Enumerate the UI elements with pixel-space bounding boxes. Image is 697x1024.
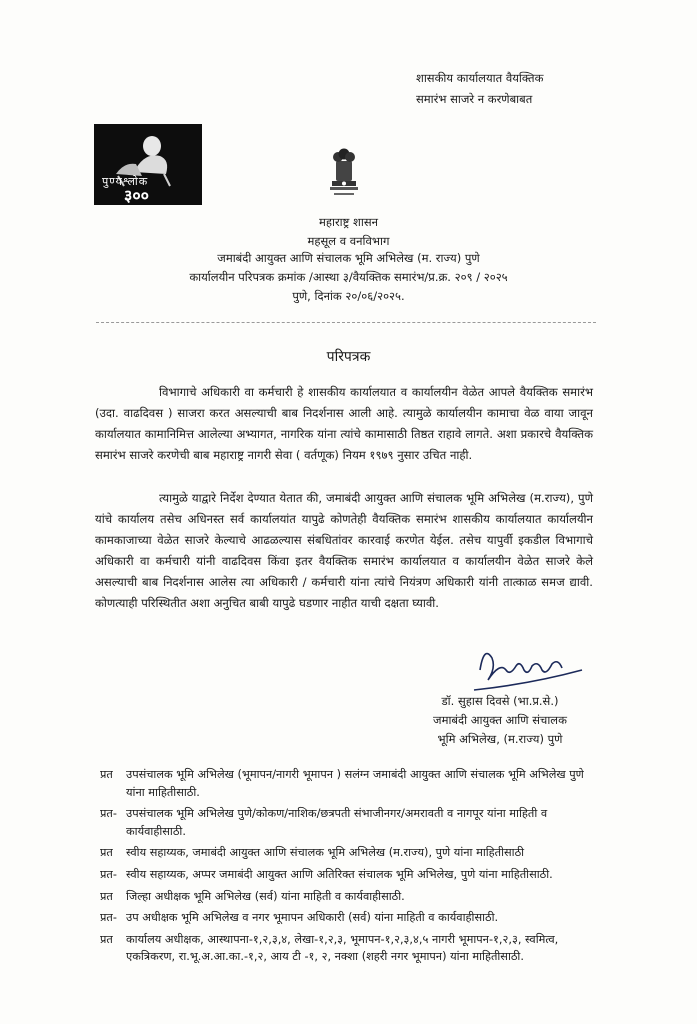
- copy-prefix: प्रत: [100, 768, 113, 781]
- copy-distribution-list: [100, 766, 600, 970]
- separator-line: [96, 322, 596, 323]
- copy-text: उपसंचालक भूमि अभिलेख (भूमापन/नागरी भूमापन ) सलंग्न जमाबंदी आयुक्त आणि संचालक भूमि अभिलेख पुणे यांना माहितीसाठी.: [126, 768, 584, 799]
- signatory-name: डॉ. सुहास दिवसे (भा.प्र.से.): [441, 694, 559, 708]
- copy-text: स्वीय सहाय्यक, अप्पर जमाबंदी आयुक्त आणि अतिरिक्त संचालक भूमि अभिलेख, पुणे यांना माहितीसाठी.: [126, 867, 553, 881]
- subject-line-2: समारंभ साजरे न करणेबाबत: [416, 92, 533, 106]
- signatory-block: [420, 692, 580, 749]
- header-department: महसूल व वनविभाग: [307, 234, 390, 248]
- copy-text: स्वीय सहाय्यक, जमाबंदी आयुक्त आणि संचालक भूमि अभिलेख (म.राज्य), पुणे यांना माहितीसाठी: [126, 846, 525, 860]
- logo-number: ३००: [124, 186, 149, 205]
- signatory-designation-1: जमाबंदी आयुक्त आणि संचालक: [433, 713, 567, 727]
- copy-prefix: प्रत-: [100, 867, 117, 881]
- copy-text: जिल्हा अधीक्षक भूमि अभिलेख (सर्व) यांना माहिती व कार्यवाहीसाठी.: [126, 889, 405, 903]
- copy-text: उप अधीक्षक भूमि अभिलेख व नगर भूमापन अधिकारी (सर्व) यांना माहिती व कार्यवाहीसाठी.: [126, 911, 499, 925]
- copy-prefix: प्रत: [100, 932, 113, 946]
- circular-number: कार्यालयीन परिपत्रक क्रमांक /आस्था ३/वैयक्तिक समारंभ/प्र.क्र. २०९ / २०२५: [189, 270, 508, 284]
- list-item: [100, 766, 600, 801]
- list-item: [100, 866, 600, 884]
- list-item: [100, 844, 600, 862]
- list-item: [100, 931, 600, 966]
- copy-text: उपसंचालक भूमि अभिलेख पुणे/कोकण/नाशिक/छत्रपती संभाजीनगर/अमरावती व नागपूर यांना माहिती व कार्यवाहीसाठी.: [126, 807, 548, 838]
- list-item: [100, 909, 600, 927]
- place-date: पुणे, दिनांक २०/०६/२०२५.: [292, 289, 405, 303]
- subject-block: [416, 68, 543, 110]
- state-emblem-icon: [322, 145, 366, 201]
- anniversary-logo: [94, 124, 202, 205]
- document-title: परिपत्रक: [326, 349, 371, 365]
- handwritten-signature-icon: [470, 640, 585, 695]
- copy-prefix: प्रत: [100, 889, 113, 903]
- list-item: [100, 888, 600, 906]
- paragraph-2: त्यामुळे याद्वारे निर्देश देण्यात येतात की, जमाबंदी आयुक्त आणि संचालक भूमि अभिलेख (म.राज्य), पुणे यांचे कार्यालय तसेच अधिनस्त सर्व कार्यालयांत यापुढे कोणतेही वैयक्तिक समारंभ शासकीय कार्यालयात कार्यालयीन कामकाजाच्या वेळेत साजरे केल्याचे आढळल्यास संबधितांवर कारवाई करणेत येईल. तसेच यापुर्वी इकडील विभागाचे अधिकारी वा कर्मचारी यांनी वाढदिवस किंवा इतर वैयक्तिक समारंभ कार्यालयात व कार्यालयीन वेळेत साजरे केले असल्याची बाब निदर्शनास आलेस त्या अधिकारी / कर्मचारी यांना त्यांचे नियंत्रण अधिकारी यांनी तात्काळ समज द्यावी. कोणत्याही परिस्थितीत अशा अनुचित बाबी यापुढे घडणार नाहीत याची दक्षता घ्यावी.: [95, 491, 593, 610]
- paragraph-1: विभागाचे अधिकारी वा कर्मचारी हे शासकीय कार्यालयात व कार्यालयीन वेळेत आपले वैयक्तिक समारंभ (उदा. वाढदिवस ) साजरा करत असल्याची बाब निदर्शनास आली आहे. त्यामुळे कार्यालयीन कामाचा वेळ वाया जावून कार्यालयात कामानिमित्त आलेल्या अभ्यागत, नागरिक यांना त्यांचे कामासाठी तिष्ठत राहावे लागते. अशा प्रकारचे वैयक्तिक समारंभ साजरे करणेची बाब महाराष्ट्र नागरी सेवा ( वर्तणूक) नियम १९७९ नुसार उचित नाही.: [95, 385, 593, 462]
- copy-prefix: प्रत-: [100, 911, 117, 925]
- copy-prefix: प्रत: [100, 846, 113, 860]
- copy-prefix: प्रत-: [100, 807, 117, 821]
- signatory-designation-2: भूमि अभिलेख, (म.राज्य) पुणे: [437, 732, 563, 746]
- logo-text: पुण्यश्लोक: [102, 175, 149, 188]
- copy-text: कार्यालय अधीक्षक, आस्थापना-१,२,३,४, लेखा-१,२,३, भूमापन-१,२,३,४,५ नागरी भूमापन-१,२,३, स्वमित्व, एकत्रिकरण, रा.भू.अ.आ.का.-१,२, आय टी -१, २, नक्शा (शहरी नगर भूमापन) यांना माहितीसाठी.: [126, 932, 559, 964]
- list-item: [100, 805, 600, 840]
- subject-line-1: शासकीय कार्यालयात वैयक्तिक: [416, 71, 544, 85]
- header-office: जमाबंदी आयुक्त आणि संचालक भूमि अभिलेख (म. राज्य) पुणे: [217, 251, 480, 265]
- header-government: महाराष्ट्र शासन: [319, 215, 378, 229]
